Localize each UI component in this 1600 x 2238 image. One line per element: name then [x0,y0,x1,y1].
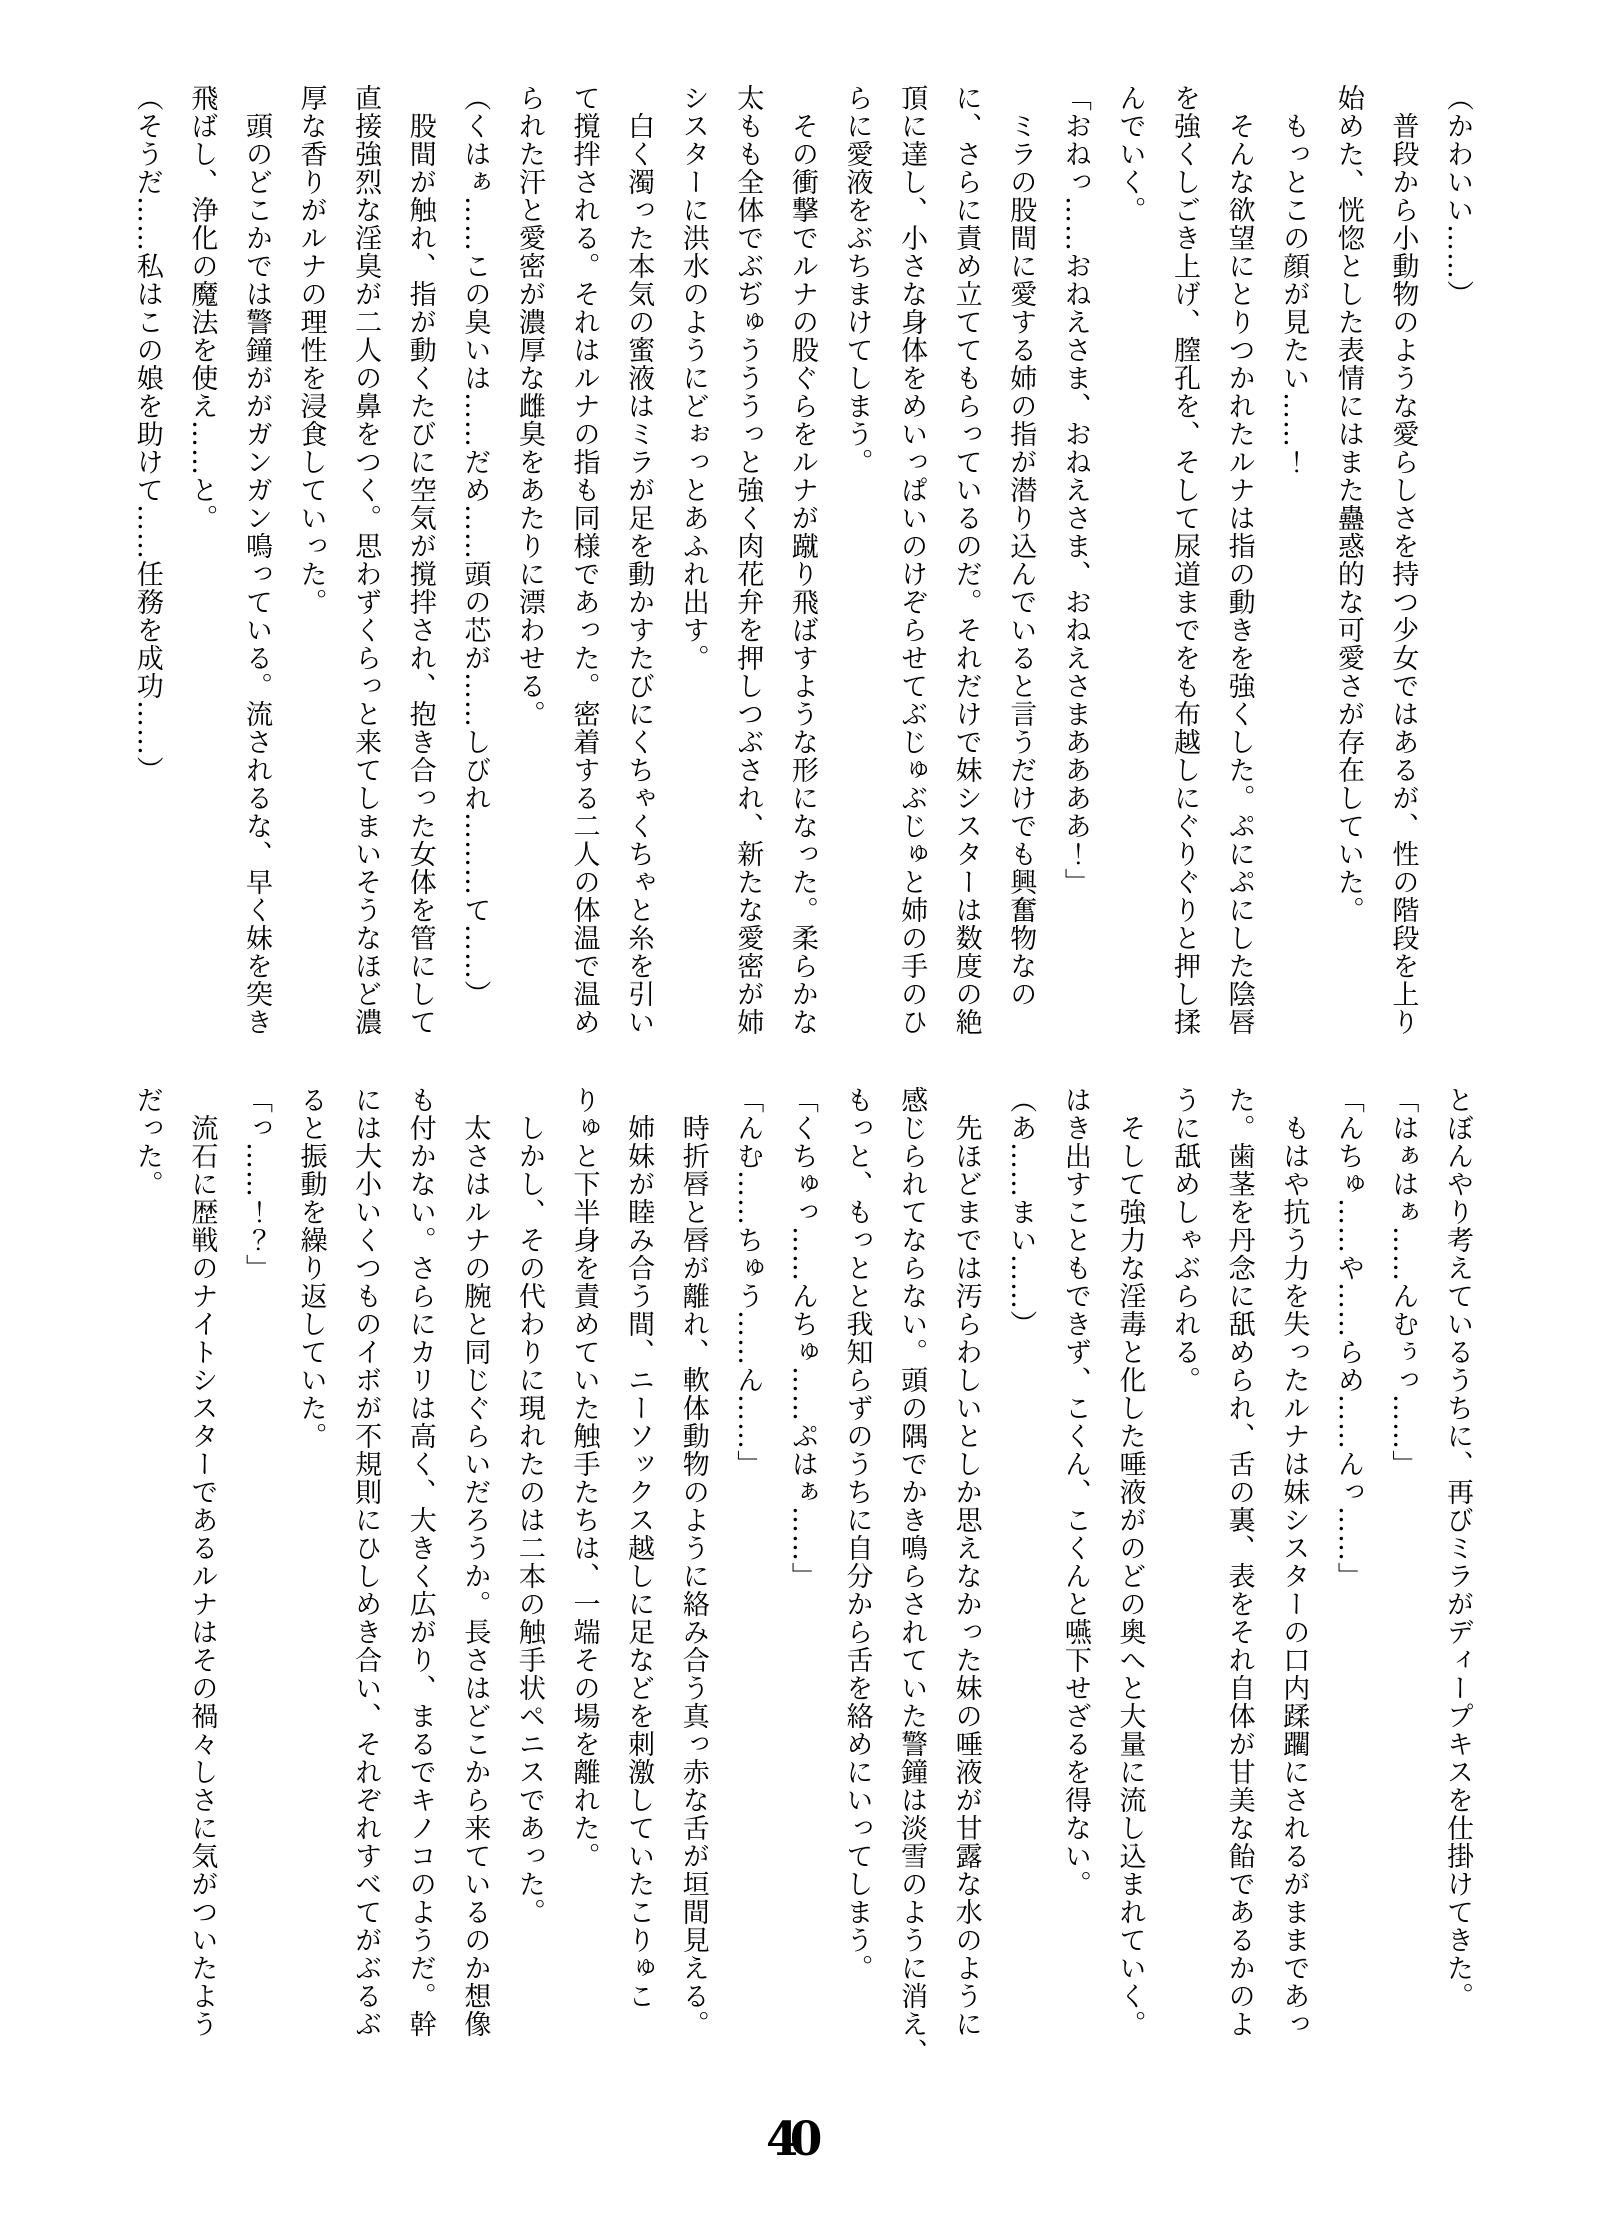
text-column: 股間が触れ、指が動くたびに空気が撹拌され、抱き合った女体を管にして [404,84,436,1036]
text-column: はき出すこともできず、こくん、こくんと嚥下せざるを得ない。 [1059,1086,1091,1898]
text-column: その衝撃でルナの股ぐらをルナが蹴り飛ばすような形になった。柔らかな [786,84,818,1036]
text-column: 頭のどこかでは警鐘ががガンガン鳴っている。流されるな、早く妹を突き [240,84,272,1036]
text-column: 普段から小動物のような愛らしさを持つ少女ではあるが、性の階段を上り [1387,84,1419,1036]
text-column: もっと、もっとと我知らずのうちに自分から舌を絡めにいってしまう。 [841,1086,873,1982]
text-column: に、さらに責め立ててもらっているのだ。それだけで妹シスターは数度の絶 [950,84,982,1036]
text-column: （かわいい……） [1442,84,1473,308]
text-column: とぼんやり考えているうちに、再びミラがディープキスを仕掛けてきた。 [1442,1086,1473,2010]
text-column: らに愛液をぶちまけてしまう。 [841,84,873,476]
text-block-top [119,84,1484,1089]
text-column: を強くしごき上げ、膣孔を、そして尿道までをも布越しにぐりぐりと押し揉 [1169,84,1201,1036]
text-column: 「はぁはぁ……んむぅっ……」 [1387,1086,1419,1478]
text-column: 直接強烈な淫臭が二人の鼻をつく。思わずくらっと来てしまいそうなほど濃 [350,84,382,1036]
text-column: 厚な香りがルナの理性を浸食していった。 [295,84,327,616]
text-column: しかし、その代わりに現れたのは二本の触手状ペニスであった。 [513,1086,545,1926]
text-column: ると振動を繰り返していた。 [295,1086,327,1450]
text-column: には大小いくつものイボが不規則にひしめき合い、それぞれすべてがぶるぶ [350,1086,382,2038]
text-column: 感じられてならない。頭の隅でかき鳴らされていた警鐘は淡雪のように消え、 [896,1086,928,2066]
text-column: もっとこの顔が見たい……！ [1278,84,1310,476]
text-column: （くはぁ……この臭いは……だめ……頭の芯が……しびれ………て……） [459,84,491,1008]
text-column: ミラの股間に愛する姉の指が潜り込んでいると言うだけでも興奮物なの [1005,84,1037,1008]
text-column: も付かない。さらにカリは高く、大きく広がり、まるでキノコのようだ。幹 [404,1086,436,2038]
text-column: られた汗と愛密が濃厚な雌臭をあたりに漂わせる。 [513,84,545,728]
text-column: んでいく。 [1114,84,1146,224]
text-column: （そうだ……私はこの娘を助けて……任務を成功……） [131,84,163,784]
text-column: 流石に歴戦のナイトシスターであるルナはその禍々しさに気がついたよう [186,1086,218,2038]
text-column: た。歯茎を丹念に舐められ、舌の裏、表をそれ自体が甘美な飴であるかのよ [1223,1086,1255,2038]
text-column: 時折唇と唇が離れ、軟体動物のように絡み合う真っ赤な舌が垣間見える。 [677,1086,709,2038]
text-column: 白く濁った本気の蜜液はミラが足を動かすたびにくちゃくちゃと糸を引い [623,84,655,1036]
text-column: 「おねっ……おねえさま、おねえさま、おねえさまああああ！」 [1059,84,1091,896]
text-column: 姉妹が睦み合う間、ニーソックス越しに足などを刺激していたこりゅこ [623,1086,655,2010]
text-column: もはや抗う力を失ったルナは妹シスターの口内蹂躙にされるがままであっ [1278,1086,1310,2038]
text-column: 先ほどまでは汚らわしいとしか思えなかった妹の唾液が甘露な水のように [950,1086,982,2038]
page-number: 40 [766,2112,814,2167]
text-column: 「くちゅっ……んちゅ……ぷはぁ……」 [786,1086,818,1590]
text-column: シスターに洪水のようにどぉっとあふれ出す。 [677,84,709,672]
text-column: そして強力な淫毒と化した唾液がのどの奥へと大量に流し込まれていく。 [1114,1086,1146,2038]
text-block-bottom [119,1086,1484,2091]
text-column: だった。 [131,1086,163,1198]
text-column: 太さはルナの腕と同じぐらいだろうか。長さはどこから来ているのか想像 [459,1086,491,2038]
text-column: 始めた、恍惚とした表情にはまた蠱惑的な可愛さが存在していた。 [1332,84,1364,924]
text-column: 「んちゅ……や……らめ……んっ……」 [1332,1086,1364,1590]
text-column: 飛ばし、浄化の魔法を使え……と。 [186,84,218,532]
text-column: 太もも全体でぶぢゅうううっと強く肉花弁を押しつぶされ、新たな愛密が姉 [732,84,764,1036]
text-column: て撹拌される。それはルナの指も同様であった。密着する二人の体温で温め [568,84,600,1036]
text-column: 頂に達し、小さな身体をめいっぱいのけぞらせてぶじゅぶじゅと姉の手のひ [896,84,928,1036]
text-column: （あ……まい……） [1005,1086,1037,1338]
text-column: 「んむ……ちゅう……ん……」 [732,1086,764,1478]
text-column: りゅと下半身を責めていた触手たちは、一端その場を離れた。 [568,1086,600,1870]
text-column: うに舐めしゃぶられる。 [1169,1086,1201,1394]
text-column: そんな欲望にとりつかれたルナは指の動きを強くした。ぷにぷにした陰唇 [1223,84,1255,1036]
text-column: 「っ……！？」 [240,1086,272,1282]
